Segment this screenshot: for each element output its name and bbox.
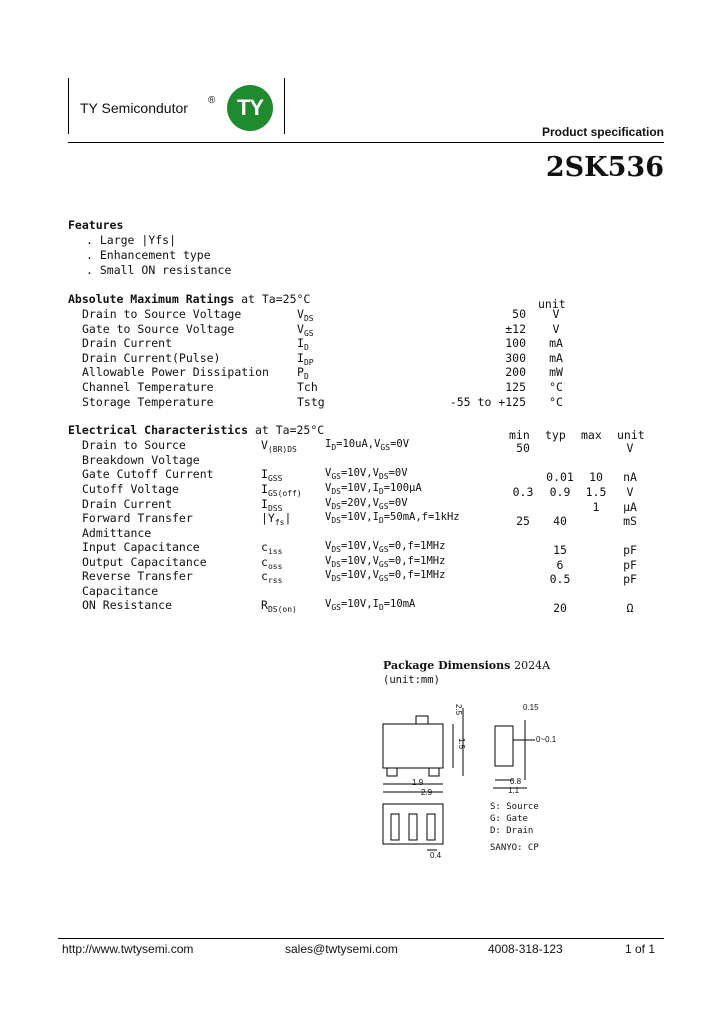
elec-condition: $I_D=10uA,V_{GS}=0V$ [325,438,410,452]
elec-unit: V [626,485,634,499]
dim-label: 2.5 [454,704,463,716]
footer-page: 1 of 1 [625,942,656,956]
elec-param: Output Capacitance [82,555,207,569]
dim-label: 0.15 [523,703,539,712]
elec-unit: V [626,441,634,455]
pad [427,814,435,840]
abs-unit: °C [549,394,563,409]
elec-param: Drain to Source [82,438,186,452]
dim-label: 1.9 [412,778,424,787]
features-title: Features [68,218,124,232]
elec-param-line2: Breakdown Voltage [82,452,200,467]
abs-unit: V [552,321,560,336]
elec-symbol: $c_{iss}$ [261,540,283,556]
feature-item: . Enhancement type [86,248,211,262]
elec-unit: μA [623,500,637,514]
elec-condition: $V_{DS}=10V,V_{GS}=0,f=1MHz$ [325,555,446,569]
elec-param: Cutoff Voltage [82,482,179,496]
footer-url[interactable]: http://www.twtysemi.com [62,942,194,956]
drain-lead [416,716,428,724]
legend-gate: G: Gate [490,814,528,824]
package-maker: SANYO: CP [490,843,539,853]
elec-param: Drain Current [82,497,173,511]
elec-header-unit: unit [617,428,645,442]
abs-symbol: $I_D$ [297,336,309,353]
legend-drain: D: Drain [490,826,534,836]
company-logo: TY [227,85,273,131]
elec-header-min: min [509,428,530,442]
elec-condition: $V_{DS}=20V,V_{GS}=0V$ [325,497,408,511]
abs-symbol: $V_{DS}$ [297,307,314,323]
pad [409,814,417,840]
elec-symbol: $R_{DS(on)}$ [261,598,297,614]
abs-symbol: $V_{GS}$ [297,321,314,338]
package-side-outline [495,726,513,766]
abs-max-title: Absolute Maximum Ratings [68,292,235,306]
abs-unit: mW [549,365,563,380]
abs-symbol: $I_{DP}$ [297,350,314,367]
abs-max-unit-header: unit [538,297,566,311]
elec-max: 1 [592,500,600,514]
dim-label: 0.8 [510,777,522,786]
pad [391,814,399,840]
elec-unit: pF [623,543,637,557]
elec-symbol: $I_{GSS}$ [261,467,283,483]
abs-unit: °C [549,380,563,394]
abs-symbol: Tch [297,380,318,394]
header-right-rule [284,78,285,134]
package-title: Package Dimensions 2024A [383,659,551,672]
elec-symbol: $c_{rss}$ [261,569,283,585]
elec-symbol: $V_{(BR)DS}$ [261,438,297,454]
elec-min: 50 [516,441,530,455]
abs-unit: V [552,307,560,321]
elec-typ: 6 [556,558,564,572]
package-front-outline [383,724,443,768]
elec-heading [68,423,324,437]
elec-condition: $V_{DS}=10V,I_D=100\mu A$ [325,482,422,496]
dim-label: 1.1 [508,786,520,795]
elec-condition: $V_{DS}=10V,I_D=50mA,f=1kHz$ [325,511,460,525]
elec-param: Gate Cutoff Current [82,467,214,481]
elec-symbol: $c_{oss}$ [261,555,283,571]
abs-param: Drain Current(Pulse) [82,350,221,365]
elec-param-line2: Admittance [82,525,152,540]
elec-unit: nA [623,470,637,484]
abs-symbol: $P_D$ [297,365,309,382]
abs-param: Storage Temperature [82,394,214,409]
package-unit: (unit:mm) [383,674,440,686]
elec-typ: 15 [553,543,567,557]
abs-value: 50 [512,307,526,321]
abs-value: 200 [505,365,526,380]
elec-param: ON Resistance [82,598,173,612]
elec-condition: $V_{GS}=10V,I_D=10mA$ [325,598,416,612]
abs-param: Drain Current [82,336,173,351]
abs-unit: mA [549,350,563,365]
abs-max-condition: at Ta=25°C [241,292,311,306]
abs-param: Channel Temperature [82,380,214,394]
company-name: TY Semicondutor [80,100,188,116]
abs-param: Allowable Power Dissipation [82,365,269,380]
elec-unit: pF [623,558,637,572]
elec-condition: $V_{DS}=10V,V_{GS}=0,f=1MHz$ [325,540,446,554]
elec-typ: 0.5 [549,572,571,586]
elec-min: 0.3 [512,485,534,499]
elec-header-max: max [581,428,602,442]
header-left-rule [68,78,69,134]
package-drawing [375,700,575,870]
product-spec-label: Product specification [541,125,664,139]
elec-symbol: $I_{GS(off)}$ [261,482,302,498]
elec-title: Electrical Characteristics [68,423,249,437]
elec-unit: Ω [626,601,634,615]
dim-label: 1.5 [457,738,466,750]
abs-value: 300 [505,350,526,365]
elec-condition: at Ta=25°C [254,423,325,437]
dim-label: 0~0.1 [536,735,557,744]
abs-param: Drain to Source Voltage [82,307,242,321]
footer-phone: 4008-318-123 [488,942,563,956]
footer-email[interactable]: sales@twtysemi.com [285,942,398,956]
abs-value: -55 to +125 [449,394,526,409]
elec-typ: 0.9 [549,485,571,499]
gate-lead [387,768,397,776]
dim-label: 0.4 [430,851,442,860]
abs-param: Gate to Source Voltage [82,321,235,336]
elec-max: 10 [589,470,603,484]
elec-param: Reverse Transfer [82,569,193,583]
elec-condition: $V_{GS}=10V,V_{DS}=0V$ [325,467,408,481]
dim-label: 2.9 [421,788,433,797]
elec-min: 25 [516,514,530,528]
source-lead [429,768,439,776]
feature-item: . Small ON resistance [86,263,232,277]
elec-param-line2: Capacitance [82,583,159,598]
elec-condition: $V_{DS}=10V,V_{GS}=0,f=1MHz$ [325,569,446,583]
legend-source: S: Source [490,802,539,812]
elec-max: 1.5 [585,485,607,499]
feature-item: . Large |Yfs| [86,233,177,247]
elec-typ: 0.01 [546,470,574,484]
abs-symbol: Tstg [297,394,325,409]
part-number: 2SK536 [545,152,664,183]
elec-unit: pF [623,572,637,586]
elec-param: Forward Transfer [82,511,193,525]
elec-header-typ: typ [545,428,566,442]
elec-typ: 40 [553,514,567,528]
elec-unit: mS [623,514,637,528]
registered-mark: ® [208,95,216,106]
elec-symbol: $|Y_{fs}|$ [261,511,292,527]
abs-unit: mA [549,336,563,351]
elec-typ: 20 [553,601,567,615]
package-bottom-outline [383,804,443,844]
abs-value: 100 [505,336,526,351]
header-divider [68,142,664,143]
abs-value: ±12 [505,321,526,336]
elec-param: Input Capacitance [82,540,200,554]
abs-max-heading [68,292,310,306]
elec-symbol: $I_{DSS}$ [261,497,283,513]
abs-value: 125 [505,380,526,394]
footer-divider [58,938,664,939]
